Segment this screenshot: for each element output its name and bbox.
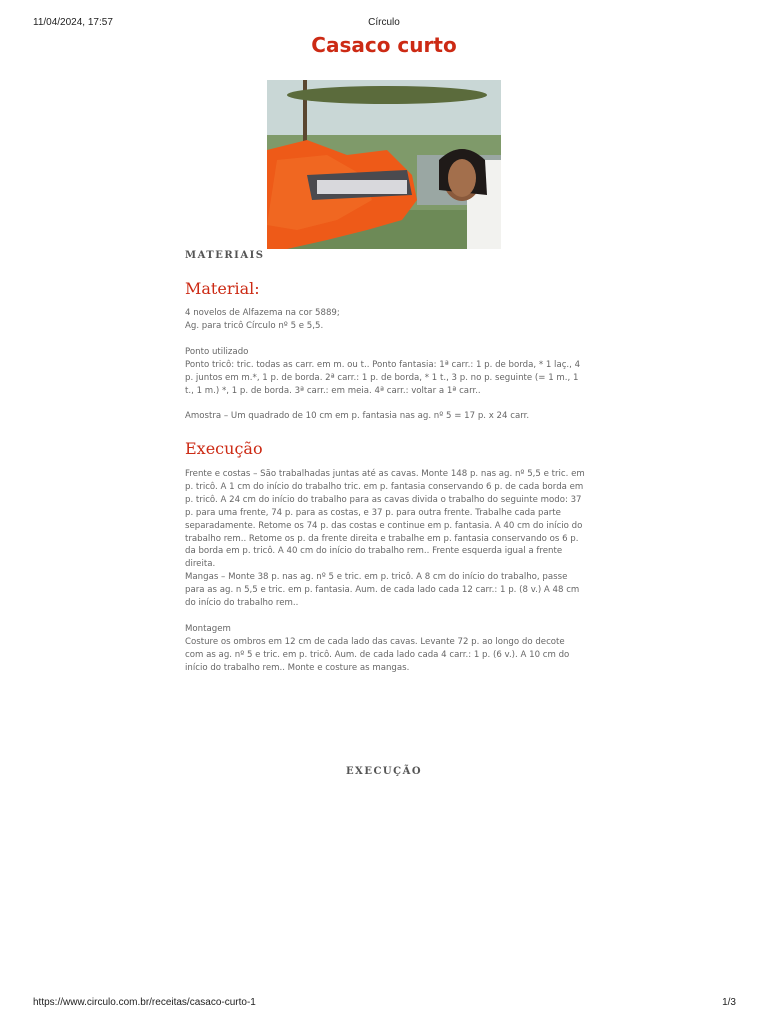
materials-heading: Material:	[185, 279, 260, 298]
photo-woman-orange-cardigan-icon	[267, 80, 501, 249]
gauge-text: Amostra – Um quadrado de 10 cm em p. fantasia nas ag. nº 5 = 17 p. x 24 carr.	[185, 411, 530, 422]
product-photo	[267, 80, 501, 249]
execution-body: Frente e costas – São trabalhadas juntas até as cavas. Monte 148 p. nas ag. nº 5,5 e tric. em p. tricô. A 1 cm do início do trabalho tric. em p. fantasia conservando 6 p. de cada borda em p. tricô. A 24 cm do início do trabalho para as cavas divida o trabalho do seguinte modo: 37 p. para uma frente, 74 p. para as costas, e 37 p. para outra frente. Trabalhe cada parte separadamente. Retome os 74 p. das costas e continue em p. fantasia. A 40 cm do início do trabalho rem.. Retome os p. da frente direita e trabalhe em p. fantasia conservando os 6 p. da borda em p. tricô. A 40 cm do início do trabalho rem.. Frente esquerda igual a frente direita.	[185, 469, 585, 570]
print-header-site: Círculo	[368, 17, 400, 28]
materials-line: 4 novelos de Alfazema na cor 5889;	[185, 308, 340, 318]
print-header-date: 11/04/2024, 17:57	[33, 17, 113, 28]
materials-line: Ag. para tricô Círculo nº 5 e 5,5.	[185, 320, 324, 331]
assembly-label: Montagem	[185, 623, 231, 634]
page-title: Casaco curto	[311, 33, 457, 57]
sleeves-text: Mangas – Monte 38 p. nas ag. nº 5 e tric. em p. tricô. A 8 cm do início do trabalho, passe para as ag. n 5,5 e tric. em p. fantasia. Aum. de cada lado cada 12 carr.: 1 p. (8 v.) A 48 cm do início do trabalho rem..	[185, 572, 580, 609]
execution-kicker: EXECUÇÃO	[345, 766, 423, 777]
print-footer-page: 1/3	[722, 997, 736, 1008]
execution-heading: Execução	[185, 439, 263, 458]
stitch-label: Ponto utilizado	[185, 346, 249, 357]
assembly-text: Costure os ombros em 12 cm de cada lado das cavas. Levante 72 p. ao longo do decote com as ag. nº 5 e tric. em p. tricô. Aum. de cada lado cada 4 carr.: 1 p. (6 v.). A 10 cm do início do trabalho rem.. Monte e costure as mangas.	[185, 636, 570, 673]
stitch-text: Ponto tricô: tric. todas as carr. em m. ou t.. Ponto fantasia: 1ª carr.: 1 p. de borda, * 1 laç., 4 p. juntos em m.*, 1 p. de borda. 2ª carr.: 1 p. de borda, * 1 t., 3 p. no p. seguinte (= 1 m., 1 t., 1 m.) *, 1 p. de borda. 3ª carr.: em meia. 4ª carr.: voltar a 1ª carr..	[185, 359, 581, 396]
print-footer-url: https://www.circulo.com.br/receitas/casaco-curto-1	[33, 997, 256, 1008]
materials-kicker: MATERIAIS	[185, 250, 265, 261]
